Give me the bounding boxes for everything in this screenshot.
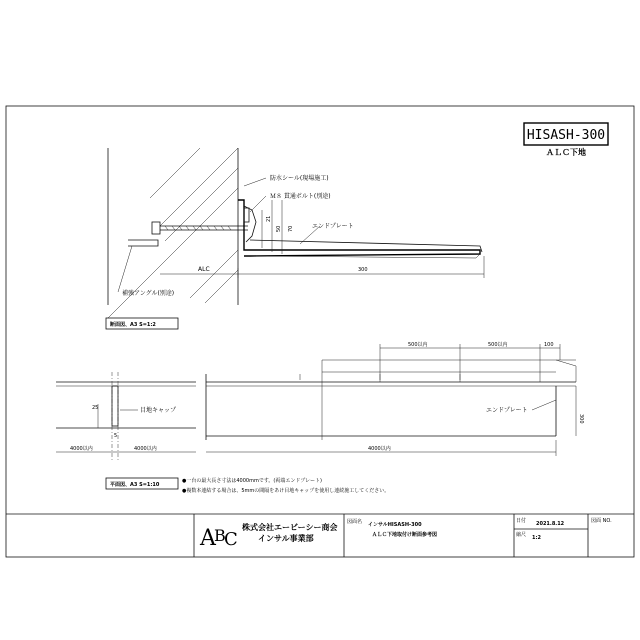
dim-total: 4000以内 xyxy=(368,446,391,452)
plan-right-end-plate-top xyxy=(556,360,576,382)
joint-cap xyxy=(112,386,118,426)
alc-hatch-3 xyxy=(108,188,238,318)
dim-edge: 100 xyxy=(544,342,554,348)
note-1: ●一台の最大長さ寸法は4000mmです。(両端エンドプレート) xyxy=(182,478,322,484)
title-block xyxy=(6,514,634,557)
alc-hatch-6 xyxy=(205,270,238,303)
logo-c: C xyxy=(224,529,238,550)
leader-angle xyxy=(118,246,132,292)
drawing-name-1: インサルHISASH-300 xyxy=(368,522,422,528)
drawing-name-label: 図面名 xyxy=(347,519,363,525)
alc-hatch-4 xyxy=(150,148,200,198)
dim-25: 25 xyxy=(92,405,99,411)
abc-logo xyxy=(199,526,238,551)
dim-300: 300 xyxy=(358,267,368,273)
leader-end-plate-plan xyxy=(532,400,556,410)
dim-span-1: 500以内 xyxy=(408,342,428,348)
plan-view-left xyxy=(56,372,196,489)
dim-right: 4000以内 xyxy=(134,446,157,452)
leader-bolt xyxy=(250,196,266,212)
dim-5: 5 xyxy=(114,433,118,439)
label-end-plate: エンドプレート xyxy=(312,223,354,230)
drawing-no-label: 図面 NO. xyxy=(591,518,612,524)
leader-seal xyxy=(244,178,266,186)
reinforcing-angle xyxy=(128,240,158,246)
dim-height: 300 xyxy=(578,414,584,424)
note-2: ●複数本連結する場合は、5mmの間隔をあけ目地キャップを使用し連続施工してください。 xyxy=(182,488,390,494)
bracket-profile xyxy=(238,200,480,256)
plan-caption: 平面図、A3 S=1:10 xyxy=(110,482,160,488)
scale-value: 1:2 xyxy=(532,535,541,541)
logo-b: B xyxy=(214,526,226,545)
label-angle: 補強アングル(別途) xyxy=(122,290,175,297)
model-title: HISASH-300 xyxy=(526,128,606,143)
label-bolt: Ｍ８ 貫通ボルト(別途) xyxy=(270,193,331,200)
dim-left: 4000以内 xyxy=(70,446,93,452)
date-label: 日付 xyxy=(516,518,527,524)
company-name: 株式会社エービーシー商会 xyxy=(242,523,338,532)
alc-hatch-1 xyxy=(160,148,238,226)
dim-70: 70 xyxy=(288,225,294,232)
bolt-nut-left xyxy=(152,222,160,234)
label-seal: 防水シール(現場施工) xyxy=(270,175,329,182)
label-alc: ALC xyxy=(198,266,210,273)
drawing-name-2: ＡＬＣ下地取付け断面参考図 xyxy=(372,532,438,538)
dim-50: 50 xyxy=(276,225,282,232)
label-joint-cap: 目地キャップ xyxy=(140,407,177,414)
dim-span-2: 500以内 xyxy=(488,342,508,348)
scale-label: 縮尺 xyxy=(516,532,527,538)
date-value: 2021.8.12 xyxy=(536,521,565,527)
label-end-plate-plan: エンドプレート xyxy=(486,407,528,414)
logo-a: A xyxy=(200,526,216,551)
bolt-nut-right xyxy=(244,208,249,222)
seal-profile xyxy=(244,206,256,242)
model-subtitle: ＡＬＣ下地 xyxy=(546,148,586,157)
plan-view-right xyxy=(206,341,584,456)
division-name: インサル事業部 xyxy=(258,534,314,543)
section-view xyxy=(106,148,484,329)
dim-21: 21 xyxy=(266,215,272,222)
section-caption: 断面図、A3 S=1:2 xyxy=(110,322,156,328)
